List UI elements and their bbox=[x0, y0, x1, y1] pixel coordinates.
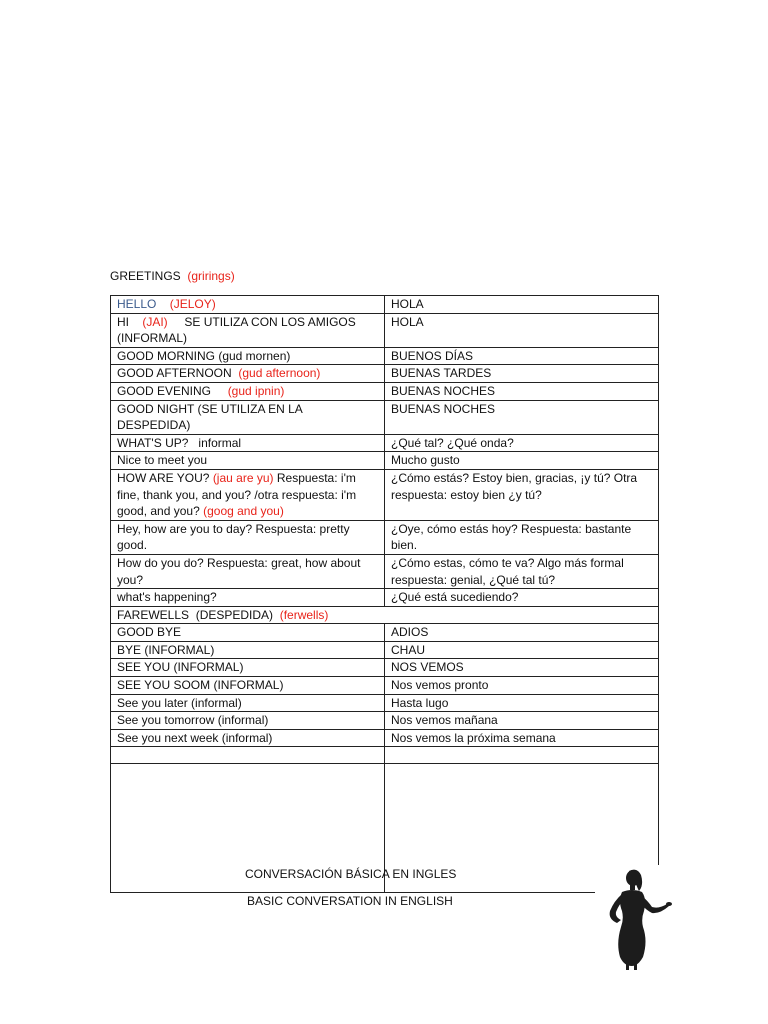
spanish-cell: ¿Qué tal? ¿Qué onda? bbox=[385, 434, 659, 452]
heading-pronunciation: (grirings) bbox=[187, 269, 235, 283]
spanish-cell: ¿Cómo estas, cómo te va? Algo más formal respuesta: genial, ¿Qué tal tú? bbox=[385, 554, 659, 588]
english-cell: GOOD BYE bbox=[111, 624, 385, 642]
spanish-cell: NOS VEMOS bbox=[385, 659, 659, 677]
table-row bbox=[111, 659, 659, 677]
spanish-cell: CHAU bbox=[385, 641, 659, 659]
table-row bbox=[111, 624, 659, 642]
pronunciation-text: (gud ipnin) bbox=[227, 383, 285, 398]
table-row bbox=[111, 347, 659, 365]
spanish-cell: Nos vemos pronto bbox=[385, 677, 659, 695]
spanish-cell: BUENAS NOCHES bbox=[385, 382, 659, 400]
english-cell bbox=[111, 469, 385, 520]
table-row bbox=[111, 554, 659, 588]
english-note: Respuesta: i'm fine, thank you, and you? /otra respuesta: i'm good, and you? bbox=[117, 470, 357, 519]
english-cell: See you tomorrow (informal) bbox=[111, 712, 385, 730]
table-row bbox=[111, 589, 659, 607]
english-cell: See you next week (informal) bbox=[111, 729, 385, 747]
table-row bbox=[111, 694, 659, 712]
english-cell: SEE YOU (INFORMAL) bbox=[111, 659, 385, 677]
english-cell bbox=[111, 296, 385, 314]
english-text: HI bbox=[117, 314, 129, 329]
spanish-cell: BUENAS NOCHES bbox=[385, 400, 659, 434]
table-row bbox=[111, 434, 659, 452]
english-cell: Hey, how are you to day? Respuesta: pretty good. bbox=[111, 520, 385, 554]
table-row bbox=[111, 296, 659, 314]
pronunciation-text: (ferwells) bbox=[279, 607, 329, 622]
table-row bbox=[111, 729, 659, 747]
table-row bbox=[111, 712, 659, 730]
english-text: HOW ARE YOU? bbox=[117, 470, 210, 485]
caption-spanish: CONVERSACIÓN BÁSICA EN INGLES bbox=[245, 867, 457, 881]
pronunciation-text: (JAI) bbox=[142, 314, 168, 329]
english-note: SE UTILIZA CON LOS AMIGOS (INFORMAL) bbox=[117, 314, 356, 346]
english-cell: WHAT'S UP? informal bbox=[111, 434, 385, 452]
table-row bbox=[111, 520, 659, 554]
table-row bbox=[111, 677, 659, 695]
vocabulary-table bbox=[110, 295, 659, 893]
english-cell: GOOD NIGHT (SE UTILIZA EN LA DESPEDIDA) bbox=[111, 400, 385, 434]
spanish-cell: Hasta lugo bbox=[385, 694, 659, 712]
empty-row bbox=[111, 747, 659, 764]
english-text: GOOD AFTERNOON bbox=[117, 366, 232, 381]
spanish-cell: BUENOS DÍAS bbox=[385, 347, 659, 365]
english-text: FAREWELLS (DESPEDIDA) bbox=[117, 607, 274, 622]
empty-cell bbox=[111, 747, 385, 764]
table-row bbox=[111, 469, 659, 520]
english-cell: GOOD MORNING (gud mornen) bbox=[111, 347, 385, 365]
english-cell: BYE (INFORMAL) bbox=[111, 641, 385, 659]
table-row bbox=[111, 641, 659, 659]
caption-english: BASIC CONVERSATION IN ENGLISH bbox=[247, 894, 453, 908]
english-cell bbox=[111, 365, 385, 383]
table-row bbox=[111, 606, 659, 624]
pronunciation-text: (JELOY) bbox=[169, 297, 216, 311]
english-cell: Nice to meet you bbox=[111, 452, 385, 470]
english-text: HELLO bbox=[117, 297, 157, 311]
spanish-cell: ¿Oye, cómo estás hoy? Respuesta: bastante bien. bbox=[385, 520, 659, 554]
table-row bbox=[111, 400, 659, 434]
pronunciation-text: (gud afternoon) bbox=[238, 366, 321, 381]
empty-cell bbox=[385, 747, 659, 764]
table-row bbox=[111, 452, 659, 470]
spanish-cell: HOLA bbox=[385, 296, 659, 314]
spanish-cell: Nos vemos mañana bbox=[385, 712, 659, 730]
spanish-cell: HOLA bbox=[385, 313, 659, 347]
spanish-cell: ADIOS bbox=[385, 624, 659, 642]
english-cell: SEE YOU SOOM (INFORMAL) bbox=[111, 677, 385, 695]
spanish-cell: Mucho gusto bbox=[385, 452, 659, 470]
english-cell: what's happening? bbox=[111, 589, 385, 607]
english-text: GOOD EVENING bbox=[117, 383, 212, 398]
spanish-cell: BUENAS TARDES bbox=[385, 365, 659, 383]
english-cell bbox=[111, 313, 385, 347]
spanish-cell: ¿Qué está sucediendo? bbox=[385, 589, 659, 607]
table-row bbox=[111, 313, 659, 347]
greetings-heading bbox=[110, 268, 235, 284]
table-row bbox=[111, 365, 659, 383]
english-cell: See you later (informal) bbox=[111, 694, 385, 712]
spanish-cell: ¿Cómo estás? Estoy bien, gracias, ¡y tú? Otra respuesta: estoy bien ¿y tú? bbox=[385, 469, 659, 520]
heading-title: GREETINGS bbox=[110, 269, 181, 283]
english-cell: How do you do? Respuesta: great, how about you? bbox=[111, 554, 385, 588]
spanish-cell: Nos vemos la próxima semana bbox=[385, 729, 659, 747]
pronunciation-text: (goog and you) bbox=[203, 504, 284, 519]
woman-silhouette-icon bbox=[595, 865, 679, 971]
section-header-cell bbox=[111, 606, 659, 624]
table-row bbox=[111, 382, 659, 400]
english-cell bbox=[111, 382, 385, 400]
pronunciation-text: (jau are yu) bbox=[212, 470, 274, 485]
